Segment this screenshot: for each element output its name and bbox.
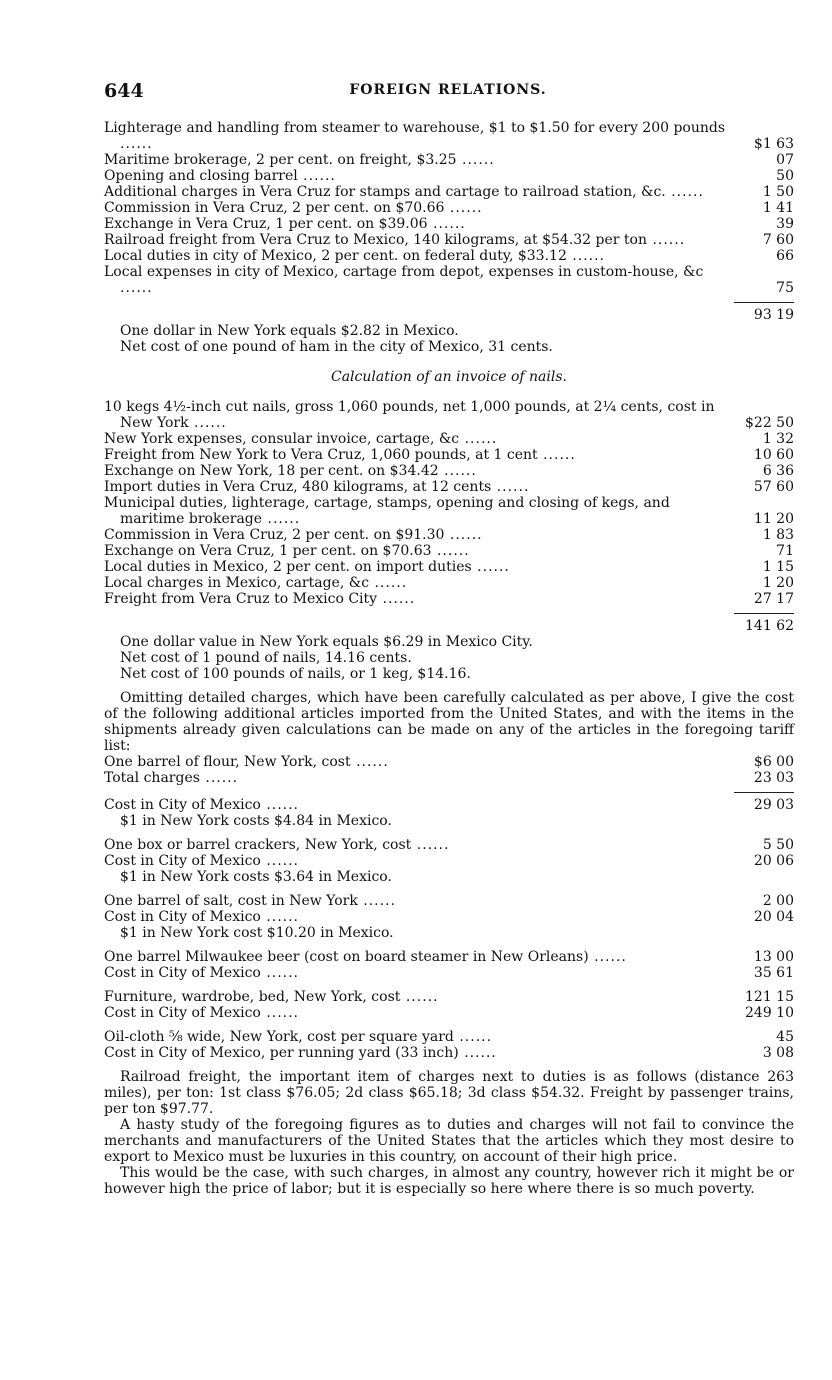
item-amount: 249 10 <box>745 1005 794 1021</box>
dot-leader: ...... <box>297 168 336 184</box>
table-row <box>104 527 794 543</box>
item-label: One barrel of salt, cost in New York ...... <box>104 893 396 909</box>
item-label: Cost in City of Mexico, per running yard (33 inch) ...... <box>104 1045 497 1061</box>
dot-leader: ...... <box>411 837 450 853</box>
note-line: Net cost of 100 pounds of nails, or 1 keg, $14.16. <box>120 666 471 682</box>
dot-leader: ...... <box>400 989 439 1005</box>
item-label: Additional charges in Vera Cruz for stamps and cartage to railroad station, &c. ...... <box>104 184 704 200</box>
item-amount: 20 06 <box>753 853 794 869</box>
dot-leader: ...... <box>369 575 408 591</box>
closing-paragraph: A hasty study of the foregoing figures as to duties and charges will not fail to convince the merchants and manufacturers of the United States that the articles which they most desire to export to Mexico must be luxuries in this country, on account of their high price. <box>104 1117 794 1165</box>
table-row <box>104 1045 794 1061</box>
dot-leader: ...... <box>491 479 530 495</box>
item-amount: 57 60 <box>753 479 794 495</box>
item-label: New York expenses, consular invoice, cartage, &c ...... <box>104 431 498 447</box>
item-label: Exchange in Vera Cruz, 1 per cent. on $39.06 ...... <box>104 216 466 232</box>
dot-leader: ...... <box>444 200 483 216</box>
table-row <box>104 909 794 925</box>
item-label: Local charges in Mexico, cartage, &c ...... <box>104 575 408 591</box>
table-row <box>104 447 794 463</box>
table-row <box>104 495 794 527</box>
dot-leader: ...... <box>120 136 153 152</box>
item-label: Freight from Vera Cruz to Mexico City ...... <box>104 591 416 607</box>
item-label: Cost in City of Mexico ...... <box>104 909 299 925</box>
table-row <box>104 575 794 591</box>
item-label: Total charges ...... <box>104 770 239 786</box>
item-amount: 3 08 <box>762 1045 794 1061</box>
dot-leader: ...... <box>262 511 301 527</box>
item-label: Local duties in city of Mexico, 2 per cent. on federal duty, $33.12 ...... <box>104 248 606 264</box>
item-amount: $6 00 <box>753 754 794 770</box>
item-label: Local duties in Mexico, 2 per cent. on import duties ...... <box>104 559 510 575</box>
item-label: Cost in City of Mexico ...... <box>104 1005 299 1021</box>
item-label: One barrel of flour, New York, cost ...... <box>104 754 389 770</box>
item-amount: 75 <box>776 280 794 296</box>
item-amount: 66 <box>776 248 794 264</box>
note-line: $1 in New York costs $4.84 in Mexico. <box>120 813 392 829</box>
note-line: Net cost of 1 pound of nails, 14.16 cents. <box>120 650 412 666</box>
table-row <box>104 264 794 296</box>
item-amount: 1 83 <box>762 527 794 543</box>
table-row <box>104 168 794 184</box>
dot-leader: ...... <box>260 909 299 925</box>
table-row <box>104 1005 794 1021</box>
item-label: Exchange on Vera Cruz, 1 per cent. on $70.63 ...... <box>104 543 470 559</box>
item-amount: $22 50 <box>745 415 794 431</box>
table-row <box>104 120 794 152</box>
dot-leader: ...... <box>471 559 510 575</box>
dot-leader: ...... <box>647 232 686 248</box>
item-amount: 10 60 <box>753 447 794 463</box>
page-number: 644 <box>104 80 144 102</box>
item-amount: 29 03 <box>753 797 794 813</box>
note-line: One dollar in New York equals $2.82 in Mexico. <box>120 323 459 339</box>
table-row <box>104 479 794 495</box>
dot-leader: ...... <box>438 463 477 479</box>
intro-paragraph: Omitting detailed charges, which have been carefully calculated as per above, I give the cost of the following additional articles imported from the United States, and with the items in the shipments already given calculations can be made on any of the articles in the foregoing tariff list: <box>104 690 794 754</box>
sum-rule <box>734 792 794 793</box>
sum-rule <box>734 613 794 614</box>
item-label: One barrel Milwaukee beer (cost on board steamer in New Orleans) ...... <box>104 949 627 965</box>
table-row <box>104 893 794 909</box>
table-row <box>104 853 794 869</box>
dot-leader: ...... <box>458 1045 497 1061</box>
dot-leader: ...... <box>350 754 389 770</box>
item-amount: 6 36 <box>762 463 794 479</box>
table-row <box>104 463 794 479</box>
dot-leader: ...... <box>260 965 299 981</box>
item-amount: 27 17 <box>753 591 794 607</box>
item-amount: 1 41 <box>762 200 794 216</box>
table-row <box>104 184 794 200</box>
item-label: 10 kegs 4½-inch cut nails, gross 1,060 pounds, net 1,000 pounds, at 2¼ cents, cost in New York ...... <box>104 399 715 431</box>
item-amount: 121 15 <box>745 989 794 1005</box>
item-label: Municipal duties, lighterage, cartage, stamps, opening and closing of kegs, and maritime brokerage ...... <box>104 495 670 527</box>
table-row <box>104 248 794 264</box>
item-label: Opening and closing barrel ...... <box>104 168 336 184</box>
page-body <box>104 120 794 1197</box>
item-amount: 35 61 <box>753 965 794 981</box>
item-label: Freight from New York to Vera Cruz, 1,060 pounds, at 1 cent ...... <box>104 447 576 463</box>
table-row <box>104 797 794 813</box>
item-amount: 13 00 <box>753 949 794 965</box>
table-row <box>104 399 794 431</box>
dot-leader: ...... <box>357 893 396 909</box>
item-label: Furniture, wardrobe, bed, New York, cost ...... <box>104 989 439 1005</box>
item-label: Exchange on New York, 18 per cent. on $34.42 ...... <box>104 463 477 479</box>
table-row <box>104 949 794 965</box>
closing-paragraph: This would be the case, with such charges, in almost any country, however rich it might be or however high the price of labor; but it is especially so here where there is so much poverty. <box>104 1165 794 1197</box>
table-row <box>104 216 794 232</box>
item-amount: 20 04 <box>753 909 794 925</box>
table-row <box>104 591 794 607</box>
item-label: Cost in City of Mexico ...... <box>104 797 299 813</box>
dot-leader: ...... <box>453 1029 493 1045</box>
table-total: 93 19 <box>753 307 794 323</box>
table-row <box>104 965 794 981</box>
note-line: $1 in New York cost $10.20 in Mexico. <box>120 925 394 941</box>
table-row <box>104 431 794 447</box>
section-title: Calculation of an invoice of nails. <box>331 369 567 385</box>
item-amount: 23 03 <box>753 770 794 786</box>
item-amount: 07 <box>776 152 794 168</box>
table-row <box>104 754 794 770</box>
dot-leader: ...... <box>199 770 239 786</box>
table-row <box>104 837 794 853</box>
closing-paragraph: Railroad freight, the important item of charges next to duties is as follows (distance 263 miles), per ton: 1st class $76.05; 2d class $65.18; 3d class $54.32. Freight by passenger trains, per ton $97.77. <box>104 1069 794 1117</box>
item-amount: 71 <box>776 543 794 559</box>
note-line: $1 in New York costs $3.64 in Mexico. <box>120 869 392 885</box>
item-label: One box or barrel crackers, New York, cost ...... <box>104 837 450 853</box>
dot-leader: ...... <box>260 797 299 813</box>
dot-leader: ...... <box>459 431 498 447</box>
dot-leader: ...... <box>260 853 299 869</box>
dot-leader: ...... <box>665 184 704 200</box>
item-amount: $1 63 <box>753 136 794 152</box>
table-row <box>104 770 794 786</box>
table-row <box>104 543 794 559</box>
table-row <box>104 152 794 168</box>
dot-leader: ...... <box>377 591 416 607</box>
item-label: Commission in Vera Cruz, 2 per cent. on $91.30 ...... <box>104 527 483 543</box>
nails-cost-table <box>104 399 794 634</box>
running-head: FOREIGN RELATIONS. <box>349 82 547 98</box>
item-amount: 1 20 <box>762 575 794 591</box>
dot-leader: ...... <box>537 447 576 463</box>
table-row <box>104 1029 794 1045</box>
ham-cost-table <box>104 120 794 323</box>
item-amount: 5 50 <box>762 837 794 853</box>
table-row <box>104 559 794 575</box>
item-label: Local expenses in city of Mexico, cartage from depot, expenses in custom-house, &c ...... <box>104 264 704 296</box>
item-amount: 39 <box>776 216 794 232</box>
item-amount: 50 <box>776 168 794 184</box>
dot-leader: ...... <box>427 216 466 232</box>
item-amount: 45 <box>776 1029 794 1045</box>
dot-leader: ...... <box>260 1005 299 1021</box>
table-row <box>104 232 794 248</box>
dot-leader: ...... <box>188 415 227 431</box>
item-amount: 11 20 <box>753 511 794 527</box>
item-label: Lighterage and handling from steamer to warehouse, $1 to $1.50 for every 200 pounds ...... <box>104 120 726 152</box>
item-label: Cost in City of Mexico ...... <box>104 853 299 869</box>
item-amount: 2 00 <box>762 893 794 909</box>
dot-leader: ...... <box>444 527 483 543</box>
dot-leader: ...... <box>431 543 470 559</box>
item-amount: 1 15 <box>762 559 794 575</box>
item-label: Railroad freight from Vera Cruz to Mexico, 140 kilograms, at $54.32 per ton ...... <box>104 232 686 248</box>
dot-leader: ...... <box>456 152 495 168</box>
item-amount: 1 50 <box>762 184 794 200</box>
note-line: Net cost of one pound of ham in the city of Mexico, 31 cents. <box>120 339 553 355</box>
dot-leader: ...... <box>566 248 606 264</box>
item-label: Import duties in Vera Cruz, 480 kilograms, at 12 cents ...... <box>104 479 530 495</box>
sum-rule <box>734 302 794 303</box>
table-total: 141 62 <box>745 618 794 634</box>
dot-leader: ...... <box>120 280 153 296</box>
table-row <box>104 200 794 216</box>
item-label: Oil-cloth ⅝ wide, New York, cost per square yard ...... <box>104 1029 493 1045</box>
item-amount: 7 60 <box>762 232 794 248</box>
item-label: Commission in Vera Cruz, 2 per cent. on $70.66 ...... <box>104 200 483 216</box>
note-line: One dollar value in New York equals $6.29 in Mexico City. <box>120 634 533 650</box>
table-row <box>104 989 794 1005</box>
item-label: Maritime brokerage, 2 per cent. on freight, $3.25 ...... <box>104 152 495 168</box>
item-amount: 1 32 <box>762 431 794 447</box>
dot-leader: ...... <box>588 949 627 965</box>
page-header <box>104 80 792 104</box>
item-label: Cost in City of Mexico ...... <box>104 965 299 981</box>
